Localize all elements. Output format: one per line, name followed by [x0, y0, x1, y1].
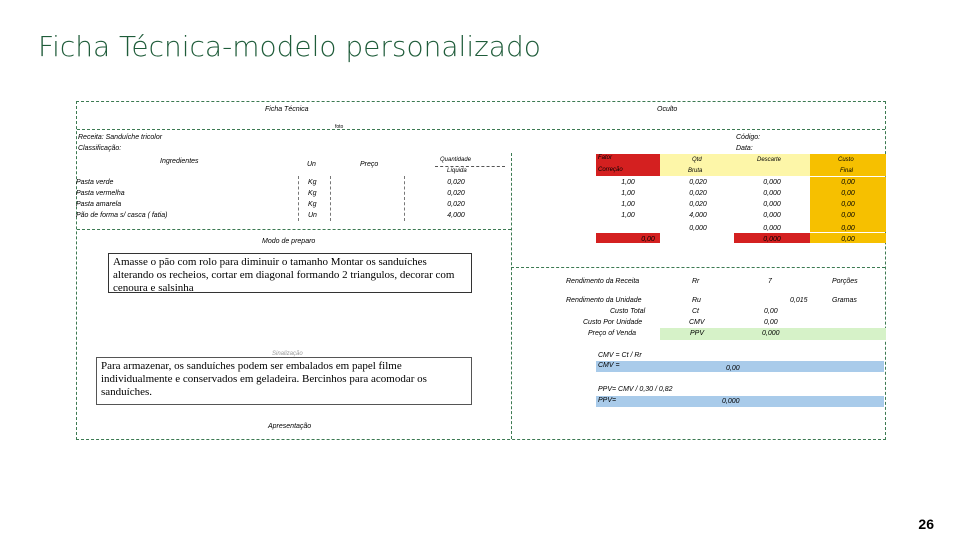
ingredient-bruta: 0,020: [689, 190, 707, 197]
divider: [298, 176, 299, 221]
ingredient-bruta: 4,000: [689, 212, 707, 219]
preco-venda-label: Preço of Venda: [588, 330, 636, 337]
custo-unidade-value: 0,00: [764, 319, 778, 326]
codigo-label: Código:: [736, 134, 761, 141]
ingredient-fator: 1,00: [621, 190, 635, 197]
col-descarte: Descarte: [757, 157, 782, 163]
custo-total-label: Custo Total: [610, 308, 646, 315]
ingredient-fator: 1,00: [621, 201, 635, 208]
ppv-value: 0,000: [722, 398, 740, 405]
modo-preparo-text: Amasse o pão com rolo para diminuir o tamanho Montar os sanduíches alterando os recheios, cortar em diagonal formando 2 triangulos, decorar com cenoura e salsinha: [108, 253, 472, 293]
ingredient-custo: 0,00: [841, 201, 855, 208]
ingredient-fator: 1,00: [621, 212, 635, 219]
ppv-row: [596, 396, 884, 407]
total2-descarte: 0,000: [763, 236, 781, 243]
total-bruta: 0,000: [689, 225, 707, 232]
col-liquida: Líquida: [447, 168, 467, 174]
col-quantidade: Quantidade: [440, 157, 472, 163]
custo-total-code: Ct: [692, 308, 699, 315]
ingredient-descarte: 0,000: [763, 190, 781, 197]
rendimento-receita-code: Rr: [692, 278, 700, 285]
ingredient-fator: 1,00: [621, 179, 635, 186]
ingredient-un: Un: [308, 212, 317, 219]
divider: [511, 153, 512, 439]
ppv-eq: PPV=: [598, 397, 617, 404]
rendimento-unidade-value: 0,015: [790, 297, 808, 304]
oculto-label: Oculto: [657, 106, 678, 113]
ingredient-un: Kg: [308, 201, 317, 208]
preco-venda-code: PPV: [690, 330, 705, 337]
total-custo: 0,00: [841, 225, 855, 232]
divider: [404, 176, 405, 221]
preco-venda-value: 0,000: [762, 330, 780, 337]
classificacao-label: Classificação:: [78, 145, 122, 152]
divider: [330, 176, 331, 221]
total2-fator: 0,00: [641, 236, 655, 243]
ingredient-name: Pasta amarela: [76, 201, 122, 208]
col-fator: Fator: [598, 155, 613, 161]
rendimento-receita-label: Rendimento da Receita: [566, 278, 640, 285]
ingredient-descarte: 0,000: [763, 179, 781, 186]
col-preco: Preço: [360, 161, 379, 168]
apresentacao-label: Apresentação: [268, 423, 312, 430]
total-descarte: 0,000: [763, 225, 781, 232]
ingredient-name: Pasta vermelha: [76, 190, 125, 197]
modo-preparo-label: Modo de preparo: [262, 238, 316, 245]
ingredient-bruta: 0,020: [689, 201, 707, 208]
col-final: Final: [840, 168, 854, 174]
receita-label: Receita: Sanduíche tricolor: [78, 134, 163, 141]
divider: [77, 129, 885, 130]
ingredient-un: Kg: [308, 179, 317, 186]
col-correcao: Correção: [598, 167, 623, 173]
custo-total-value: 0,00: [764, 308, 778, 315]
cmv-formula: CMV = Ct / Rr: [598, 352, 642, 359]
rendimento-receita-value: 7: [768, 278, 772, 285]
ingredient-name: Pão de forma s/ casca ( fatia): [76, 212, 168, 219]
cmv-row: [596, 361, 884, 372]
rendimento-receita-unit: Porções: [832, 278, 858, 285]
col-un: Un: [307, 161, 316, 168]
ingredient-custo: 0,00: [841, 212, 855, 219]
ingredient-name: Pasta verde: [76, 179, 114, 186]
col-bruta: Bruta: [688, 168, 703, 174]
foto-label: foto: [335, 124, 344, 130]
page-number: 26: [918, 516, 934, 532]
ingredient-custo: 0,00: [841, 190, 855, 197]
rendimento-unidade-code: Ru: [692, 297, 701, 304]
divider: [435, 166, 505, 167]
custo-unidade-label: Custo Por Unidade: [583, 319, 643, 326]
ingredient-liquida: 0,020: [447, 201, 465, 208]
ficha-tecnica-label: Ficha Técnica: [265, 106, 309, 113]
ingredient-descarte: 0,000: [763, 201, 781, 208]
ingredient-liquida: 0,020: [447, 179, 465, 186]
ingredient-custo: 0,00: [841, 179, 855, 186]
total2-custo: 0,00: [841, 236, 855, 243]
col-qtd: Qtd: [692, 157, 702, 163]
ingredient-liquida: 4,000: [447, 212, 465, 219]
cmv-eq: CMV =: [598, 362, 620, 369]
armazenamento-label: Sinalização: [272, 351, 303, 357]
divider: [511, 267, 885, 268]
slide-title: Ficha Técnica-modelo personalizado: [38, 30, 541, 63]
data-label: Data:: [736, 145, 753, 152]
armazenamento-text: Para armazenar, os sanduíches podem ser embalados em papel filme individualmente e conservados em geladeira. Bercinhos para acomodar os sanduíches.: [96, 357, 472, 405]
col-custo: Custo: [838, 157, 854, 163]
custo-unidade-code: CMV: [689, 319, 705, 326]
ingredient-un: Kg: [308, 190, 317, 197]
divider: [77, 229, 511, 230]
rendimento-unidade-unit: Gramas: [832, 297, 857, 304]
rendimento-unidade-label: Rendimento da Unidade: [566, 297, 642, 304]
ingredient-bruta: 0,020: [689, 179, 707, 186]
ppv-formula: PPV= CMV / 0,30 / 0,82: [598, 386, 673, 393]
ingredient-liquida: 0,020: [447, 190, 465, 197]
cmv-value: 0,00: [726, 365, 740, 372]
ingredient-descarte: 0,000: [763, 212, 781, 219]
col-ingredientes: Ingredientes: [160, 158, 199, 165]
